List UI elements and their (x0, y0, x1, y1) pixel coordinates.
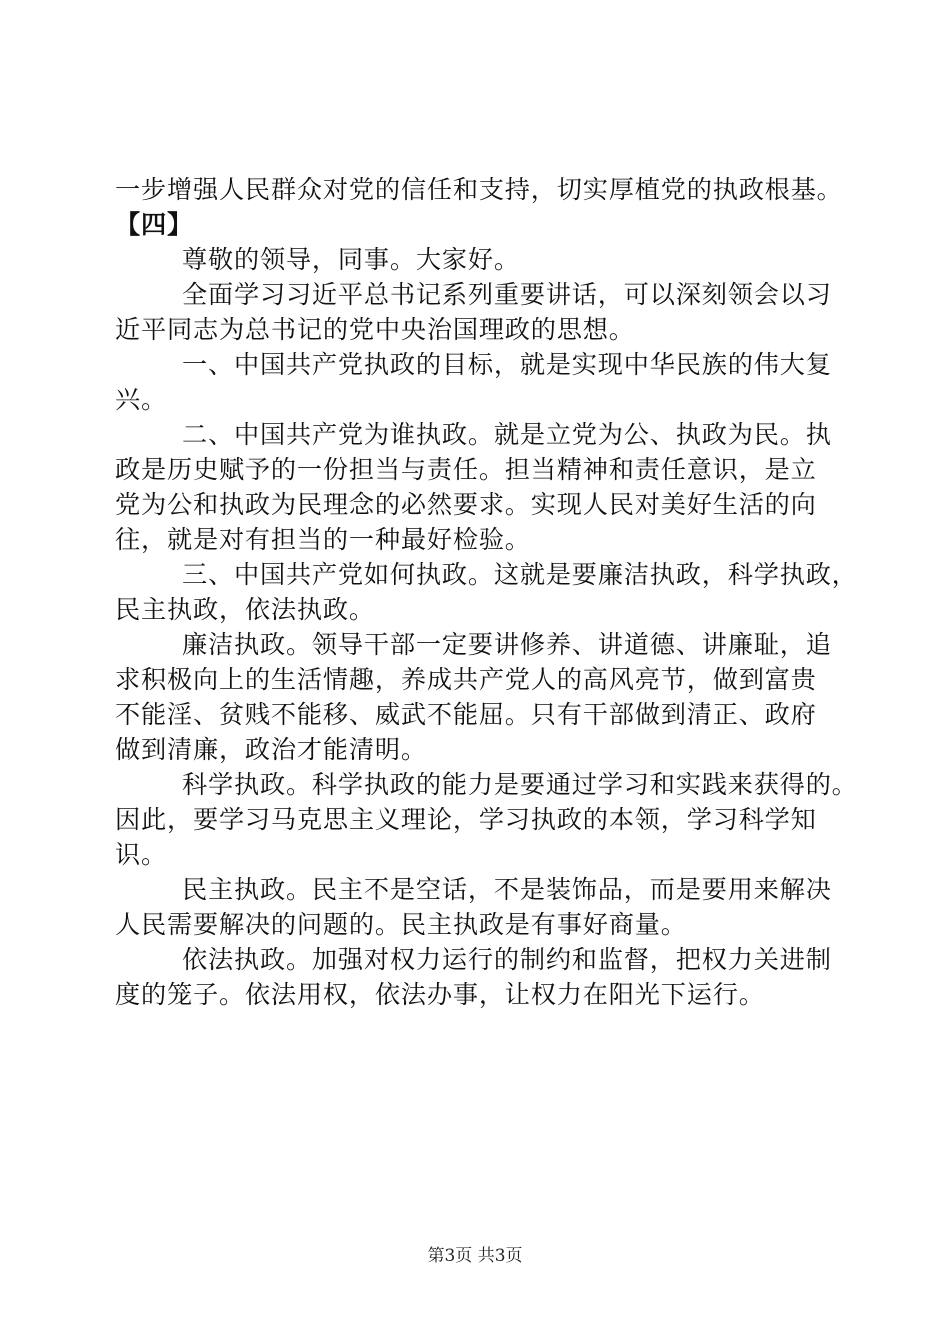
page-number-footer: 第3页 共3页 (427, 1246, 523, 1266)
text-line: 科学执政。科学执政的能力是要通过学习和实践来获得的。 (182, 770, 858, 799)
text-line: 往，就是对有担当的一种最好检验。 (115, 525, 531, 554)
text-line: 依法执政。加强对权力运行的制约和监督，把权力关进制 (182, 945, 832, 974)
text-line: 近平同志为总书记的党中央治国理政的思想。 (115, 315, 635, 344)
text-line: 做到清廉，政治才能清明。 (115, 735, 427, 764)
text-line: 不能淫、贫贱不能移、威武不能屈。只有干部做到清正、政府 (115, 700, 817, 729)
text-line: 兴。 (115, 385, 167, 414)
text-line: 因此，要学习马克思主义理论，学习执政的本领，学习科学知 (115, 805, 817, 834)
text-line: 人民需要解决的问题的。民主执政是有事好商量。 (115, 910, 687, 939)
text-line: 廉洁执政。领导干部一定要讲修养、讲道德、讲廉耻，追 (182, 630, 832, 659)
text-line: 民主执政。民主不是空话，不是装饰品，而是要用来解决 (182, 875, 832, 904)
text-line: 求积极向上的生活情趣，养成共产党人的高风亮节，做到富贵 (115, 665, 817, 694)
text-line: 全面学习习近平总书记系列重要讲话，可以深刻领会以习 (182, 280, 832, 309)
text-line: 一、中国共产党执政的目标，就是实现中华民族的伟大复 (182, 350, 832, 379)
text-line: 度的笼子。依法用权，依法办事，让权力在阳光下运行。 (115, 980, 765, 1009)
text-line: 二、中国共产党为谁执政。就是立党为公、执政为民。执 (182, 420, 832, 449)
text-line: 识。 (115, 840, 167, 869)
text-line: 民主执政，依法执政。 (115, 595, 375, 624)
text-line: 一步增强人民群众对党的信任和支持，切实厚植党的执政根基。 (115, 175, 843, 204)
text-line: 党为公和执政为民理念的必然要求。实现人民对美好生活的向 (115, 490, 817, 519)
section-heading: 【四】 (115, 209, 193, 239)
text-line: 政是历史赋予的一份担当与责任。担当精神和责任意识，是立 (115, 455, 817, 484)
text-line: 尊敬的领导，同事。大家好。 (182, 245, 520, 274)
text-line: 三、中国共产党如何执政。这就是要廉洁执政，科学执政， (182, 560, 858, 589)
document-body (115, 172, 859, 1012)
